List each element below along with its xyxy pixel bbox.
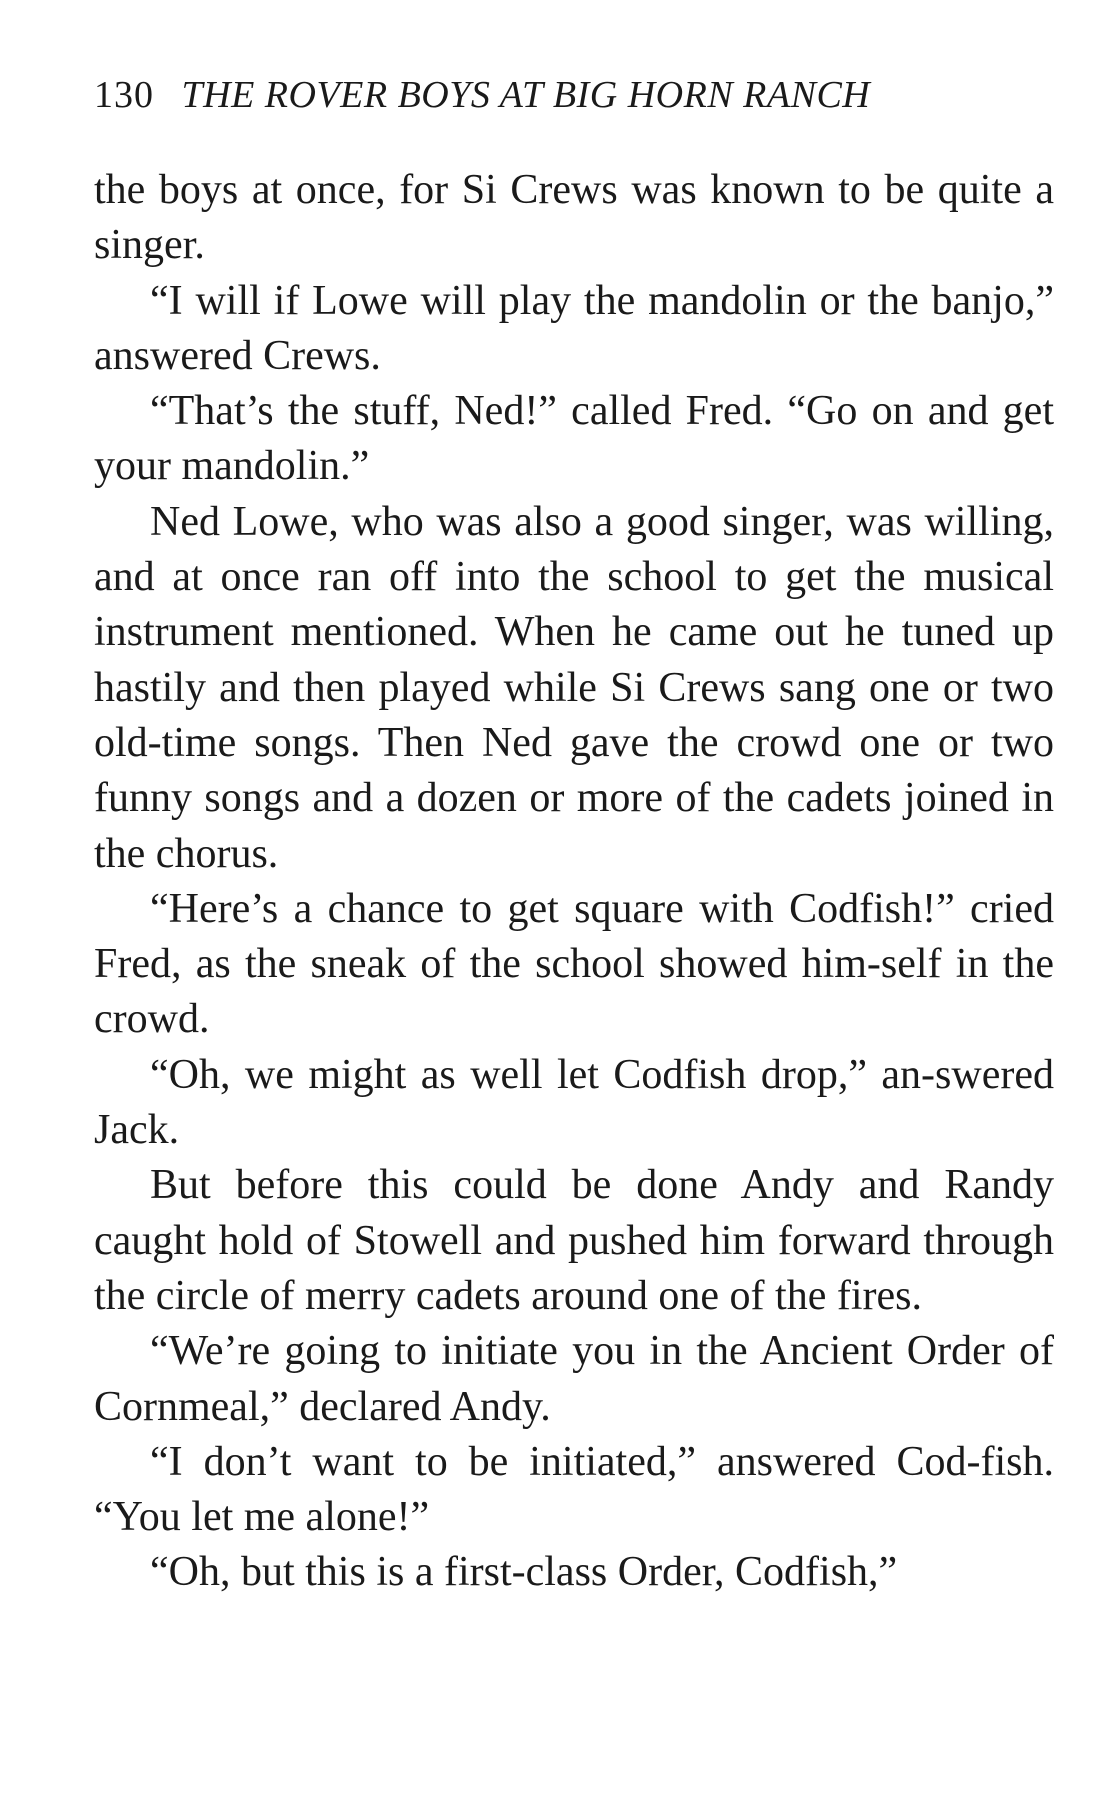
body-text (94, 163, 1054, 1601)
paragraph: “I don’t want to be initiated,” answered Cod-fish. “You let me alone!” (94, 1438, 1054, 1541)
paragraph: “We’re going to initiate you in the Ancient Order of Cornmeal,” declared Andy. (94, 1328, 1054, 1430)
paragraph: “I will if Lowe will play the mandolin or the banjo,” answered Crews. (94, 277, 1054, 379)
paragraph: “Oh, but this is a first-class Order, Codfish,” (150, 1549, 898, 1596)
paragraph: Ned Lowe, who was also a good singer, was willing, and at once ran off into the school to get the musical instrument mentioned. When he came out he tuned up hastily and then played while Si Crews sang one or two old-time songs. Then Ned gave the crowd one or two funny songs and a dozen or more of the cadets joined in the chorus. (94, 498, 1054, 877)
running-head: THE ROVER BOYS AT BIG HORN RANCH (181, 74, 871, 116)
paragraph: “Here’s a chance to get square with Codfish!” cried Fred, as the sneak of the school showed him-self in the crowd. (94, 885, 1054, 1043)
paragraph: But before this could be done Andy and Randy caught hold of Stowell and pushed him forward through the circle of merry cadets around one of the fires. (94, 1162, 1054, 1319)
paragraph: “That’s the stuff, Ned!” called Fred. “Go on and get your mandolin.” (94, 388, 1054, 490)
paragraph: the boys at once, for Si Crews was known to be quite a singer. (94, 167, 1054, 269)
paragraph: “Oh, we might as well let Codfish drop,” an-swered Jack. (94, 1051, 1054, 1154)
page-header (94, 70, 1054, 120)
page-number: 130 (94, 74, 154, 116)
